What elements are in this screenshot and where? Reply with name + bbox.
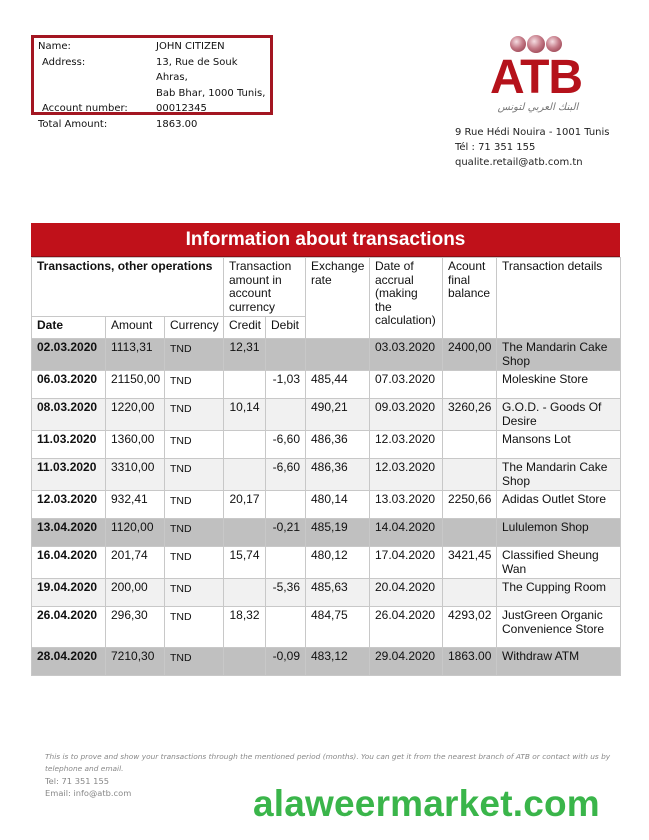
tx-balance: 4293,02 (443, 607, 497, 648)
header-transactions-ops: Transactions, other operations (32, 258, 224, 317)
tx-debit (266, 491, 306, 519)
tx-balance (443, 431, 497, 459)
atb-logo (488, 32, 588, 122)
tx-details: JustGreen Organic Convenience Store (497, 607, 621, 648)
tx-amount: 296,30 (106, 607, 165, 648)
address-line-1: 13, Rue de Souk Ahras, (156, 56, 238, 83)
tx-rate: 485,63 (306, 579, 370, 607)
tx-credit: 12,31 (224, 339, 266, 371)
tx-credit (224, 459, 266, 491)
tx-accrual: 03.03.2020 (370, 339, 443, 371)
tx-balance: 1863.00 (443, 648, 497, 676)
tx-details: Moleskine Store (497, 371, 621, 399)
tx-rate: 483,12 (306, 648, 370, 676)
tx-credit (224, 519, 266, 547)
tx-balance (443, 459, 497, 491)
tx-accrual: 12.03.2020 (370, 431, 443, 459)
tx-debit: -5,36 (266, 579, 306, 607)
logo-arabic: البنك العربي لتونس (497, 102, 579, 113)
tx-balance: 3421,45 (443, 547, 497, 579)
header-final-balance: Acount final balance (443, 258, 497, 339)
tx-credit: 10,14 (224, 399, 266, 431)
tx-date: 06.03.2020 (32, 371, 106, 399)
table-row (32, 519, 621, 547)
tx-currency: TND (165, 491, 224, 519)
address-label: Address: (42, 56, 86, 68)
tx-date: 13.04.2020 (32, 519, 106, 547)
tx-amount: 1360,00 (106, 431, 165, 459)
tx-accrual: 26.04.2020 (370, 607, 443, 648)
tx-accrual: 12.03.2020 (370, 459, 443, 491)
tx-currency: TND (165, 579, 224, 607)
tx-debit: -6,60 (266, 459, 306, 491)
tx-currency: TND (165, 648, 224, 676)
tx-balance: 3260,26 (443, 399, 497, 431)
account-number: 00012345 (156, 103, 207, 114)
tx-currency: TND (165, 459, 224, 491)
tx-rate: 485,19 (306, 519, 370, 547)
bank-email: qualite.retail@atb.com.tn (455, 157, 583, 168)
tx-date: 28.04.2020 (32, 648, 106, 676)
tx-debit: -6,60 (266, 431, 306, 459)
tx-credit: 15,74 (224, 547, 266, 579)
table-row (32, 399, 621, 431)
footer-note: This is to prove and show your transactions through the mentioned period (months). You can get it from the nearest branch of ATB or contact with us by telephone and email. (45, 752, 611, 773)
tx-debit (266, 607, 306, 648)
tx-balance (443, 519, 497, 547)
tx-accrual: 20.04.2020 (370, 579, 443, 607)
table-row (32, 547, 621, 579)
tx-credit (224, 371, 266, 399)
tx-balance: 2250,66 (443, 491, 497, 519)
tx-debit (266, 547, 306, 579)
footer-tel: Tel: 71 351 155 (45, 776, 110, 786)
tx-details: The Mandarin Cake Shop (497, 459, 621, 491)
header-date-accrual: Date of accrual (making the calculation) (370, 258, 443, 339)
tx-credit: 20,17 (224, 491, 266, 519)
tx-currency: TND (165, 519, 224, 547)
table-row (32, 371, 621, 399)
table-row (32, 339, 621, 371)
tx-amount: 1113,31 (106, 339, 165, 371)
tx-accrual: 17.04.2020 (370, 547, 443, 579)
address-line-2: Bab Bhar, 1000 Tunis, (156, 87, 266, 99)
tx-credit (224, 579, 266, 607)
tx-details: Adidas Outlet Store (497, 491, 621, 519)
watermark: alaweermarket.com (253, 783, 600, 824)
bank-contact (455, 125, 610, 170)
tx-accrual: 14.04.2020 (370, 519, 443, 547)
account-label: Account number: (42, 103, 128, 114)
logo-text: ATB (490, 51, 583, 104)
transactions-table (31, 257, 621, 676)
tx-rate: 486,36 (306, 459, 370, 491)
tx-accrual: 13.03.2020 (370, 491, 443, 519)
tx-credit (224, 648, 266, 676)
tx-rate (306, 339, 370, 371)
tx-balance (443, 371, 497, 399)
tx-debit (266, 399, 306, 431)
bank-phone: Tél : 71 351 155 (455, 142, 536, 153)
tx-credit (224, 431, 266, 459)
tx-details: The Mandarin Cake Shop (497, 339, 621, 371)
tx-balance: 2400,00 (443, 339, 497, 371)
tx-date: 19.04.2020 (32, 579, 106, 607)
tx-date: 26.04.2020 (32, 607, 106, 648)
table-row (32, 431, 621, 459)
customer-name: JOHN CITIZEN (156, 41, 225, 52)
tx-accrual: 07.03.2020 (370, 371, 443, 399)
tx-details: G.O.D. - Goods Of Desire (497, 399, 621, 431)
tx-details: Mansons Lot (497, 431, 621, 459)
tx-details: Withdraw ATM (497, 648, 621, 676)
table-row (32, 648, 621, 676)
customer-info-box (31, 35, 273, 130)
tx-date: 02.03.2020 (32, 339, 106, 371)
tx-rate: 480,14 (306, 491, 370, 519)
tx-currency: TND (165, 547, 224, 579)
header-exchange-rate: Exchange rate (306, 258, 370, 339)
tx-date: 11.03.2020 (32, 459, 106, 491)
transactions-title: Information about transactions (31, 223, 620, 257)
total-amount: 1863.00 (156, 118, 198, 130)
tx-currency: TND (165, 371, 224, 399)
header-date: Date (32, 317, 106, 339)
tx-details: The Cupping Room (497, 579, 621, 607)
transactions-section (31, 223, 620, 676)
header-amount: Amount (106, 317, 165, 339)
tx-date: 08.03.2020 (32, 399, 106, 431)
tx-date: 16.04.2020 (32, 547, 106, 579)
tx-rate: 484,75 (306, 607, 370, 648)
logo-globes-icon (510, 36, 562, 52)
header-currency: Currency (165, 317, 224, 339)
tx-balance (443, 579, 497, 607)
tx-date: 12.03.2020 (32, 491, 106, 519)
tx-amount: 200,00 (106, 579, 165, 607)
tx-amount: 932,41 (106, 491, 165, 519)
name-label: Name: (38, 41, 71, 52)
header-debit: Debit (266, 317, 306, 339)
tx-credit: 18,32 (224, 607, 266, 648)
tx-currency: TND (165, 607, 224, 648)
tx-currency: TND (165, 431, 224, 459)
tx-debit: -1,03 (266, 371, 306, 399)
tx-amount: 1220,00 (106, 399, 165, 431)
tx-debit: -0,21 (266, 519, 306, 547)
bank-address: 9 Rue Hédi Nouira - 1001 Tunis (455, 127, 610, 138)
header-details: Transaction details (497, 258, 621, 339)
tx-details: Classified Sheung Wan (497, 547, 621, 579)
tx-amount: 3310,00 (106, 459, 165, 491)
tx-date: 11.03.2020 (32, 431, 106, 459)
tx-accrual: 29.04.2020 (370, 648, 443, 676)
tx-details: Lululemon Shop (497, 519, 621, 547)
tx-accrual: 09.03.2020 (370, 399, 443, 431)
total-label: Total Amount: (38, 118, 108, 130)
table-row (32, 491, 621, 519)
footer-email: Email: info@atb.com (45, 788, 132, 798)
table-row (32, 579, 621, 607)
tx-debit: -0,09 (266, 648, 306, 676)
tx-currency: TND (165, 339, 224, 371)
table-row (32, 607, 621, 648)
tx-rate: 485,44 (306, 371, 370, 399)
tx-rate: 486,36 (306, 431, 370, 459)
header-credit: Credit (224, 317, 266, 339)
header-transaction-amount: Transaction amount in account currency (224, 258, 306, 317)
tx-amount: 7210,30 (106, 648, 165, 676)
tx-amount: 201,74 (106, 547, 165, 579)
tx-currency: TND (165, 399, 224, 431)
tx-amount: 21150,00 (106, 371, 165, 399)
table-row (32, 459, 621, 491)
tx-rate: 480,12 (306, 547, 370, 579)
tx-debit (266, 339, 306, 371)
tx-amount: 1120,00 (106, 519, 165, 547)
tx-rate: 490,21 (306, 399, 370, 431)
